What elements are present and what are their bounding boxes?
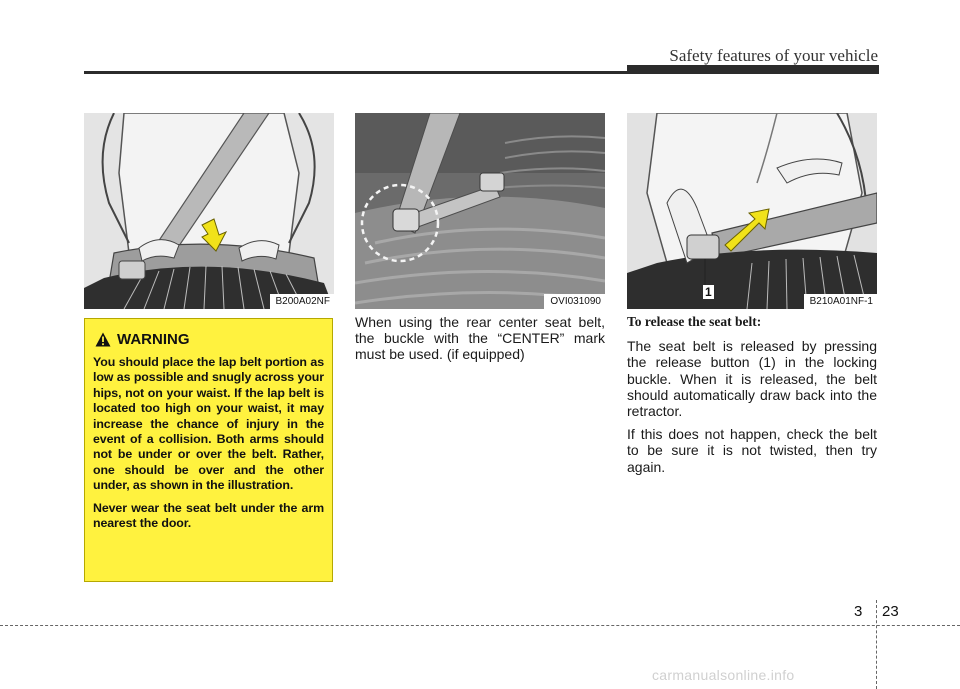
figure-release-belt	[627, 113, 877, 309]
page-number: 23	[882, 603, 899, 620]
footer-divider	[876, 600, 877, 689]
warning-triangle-icon	[95, 332, 111, 347]
header-title: Safety features of your vehicle	[669, 46, 878, 65]
footer-rule	[0, 625, 960, 626]
header-rule	[84, 71, 879, 74]
watermark: carmanualsonline.info	[652, 667, 795, 683]
figure-code-1: B200A02NF	[270, 294, 334, 309]
header-rule-accent	[627, 65, 879, 71]
figure-code-2: OVI031090	[544, 294, 605, 309]
figure-code-3: B210A01NF-1	[804, 294, 877, 309]
warning-header	[93, 331, 324, 348]
page-chapter: 3	[854, 603, 863, 620]
release-paragraph-1: The seat belt is released by pressing the release button (1) in the locking buckle. When it is released, the belt should automatically draw back into the retractor.	[627, 338, 877, 420]
center-belt-section	[355, 314, 605, 370]
center-belt-text: When using the rear center seat belt, the buckle with the “CENTER” mark must be used. (if equipped)	[355, 314, 605, 363]
figure-callout-1: 1	[705, 285, 712, 299]
release-section	[627, 314, 877, 482]
warning-title: WARNING	[117, 331, 190, 348]
warning-box	[84, 318, 333, 582]
figure-lap-belt	[84, 113, 334, 309]
release-heading: To release the seat belt:	[627, 314, 762, 329]
center-buckle-illustration	[355, 113, 605, 309]
release-paragraph-2: If this does not happen, check the belt to be sure it is not twisted, then try again.	[627, 426, 877, 475]
figure-center-buckle	[355, 113, 605, 309]
warning-paragraph-1: You should place the lap belt portion as low as possible and snugly across your hips, not on your waist. If the lap belt is located too high on your waist, it may increase the chance of injury in the event of a collision. Both arms should not be under or over the belt. Rather, one should be over and the other under, as shown in the illustration.	[93, 355, 324, 493]
warning-paragraph-2: Never wear the seat belt under the arm nearest the door.	[93, 500, 324, 531]
lap-belt-illustration	[84, 113, 334, 309]
release-belt-illustration	[627, 113, 877, 309]
